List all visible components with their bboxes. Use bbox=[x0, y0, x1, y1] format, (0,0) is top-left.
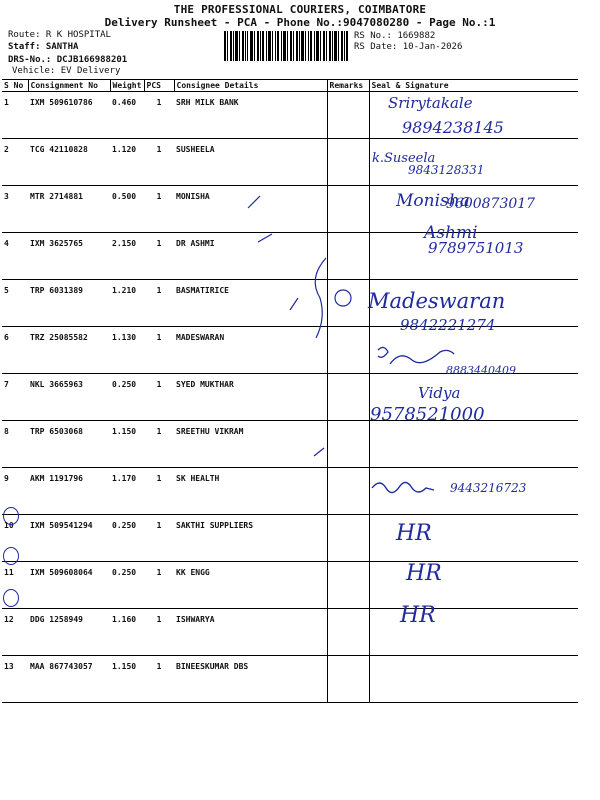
cell-sno: 11 bbox=[2, 562, 28, 609]
sig-4-phone: 9789751013 bbox=[428, 239, 524, 257]
cell-seal-signature bbox=[369, 280, 578, 327]
vehicle-label: Vehicle: EV Delivery bbox=[12, 66, 121, 76]
table-row bbox=[2, 468, 578, 515]
cell-consignment-no: TRP 6503068 bbox=[28, 421, 110, 468]
cell-consignee: SREETHU VIKRAM bbox=[174, 421, 327, 468]
cell-pcs: 1 bbox=[144, 468, 174, 515]
cell-pcs: 1 bbox=[144, 374, 174, 421]
sig-11-hr: HR bbox=[396, 521, 432, 546]
cell-seal-signature bbox=[369, 92, 578, 139]
table-row bbox=[2, 280, 578, 327]
cell-seal-signature bbox=[369, 139, 578, 186]
cell-seal-signature bbox=[369, 562, 578, 609]
cell-consignee: SAKTHI SUPPLIERS bbox=[174, 515, 327, 562]
cell-remarks bbox=[327, 609, 369, 656]
cell-sno: 5 bbox=[2, 280, 28, 327]
sig-2-name: k.Suseela bbox=[372, 151, 436, 166]
table-row bbox=[2, 327, 578, 374]
cell-sno: 9 bbox=[2, 468, 28, 515]
rs-number: RS No.: 1669882 bbox=[354, 31, 436, 41]
cell-remarks bbox=[327, 233, 369, 280]
drs-number: DRS-No.: DCJB166988201 bbox=[8, 55, 128, 65]
table-row bbox=[2, 92, 578, 139]
col-weight: Weight bbox=[110, 80, 144, 92]
cell-consignee: ISHWARYA bbox=[174, 609, 327, 656]
col-remarks: Remarks bbox=[327, 80, 369, 92]
cell-weight: 2.150 bbox=[110, 233, 144, 280]
sig-8-phone: 9578521000 bbox=[370, 404, 485, 425]
sig-13-hr: HR bbox=[400, 603, 436, 628]
cell-weight: 0.460 bbox=[110, 92, 144, 139]
sig-10-phone: 9443216723 bbox=[450, 481, 527, 495]
cell-remarks bbox=[327, 280, 369, 327]
cell-sno: 4 bbox=[2, 233, 28, 280]
cell-seal-signature bbox=[369, 374, 578, 421]
cell-pcs: 1 bbox=[144, 515, 174, 562]
cell-consignee: MONISHA bbox=[174, 186, 327, 233]
barcode-image bbox=[224, 31, 348, 61]
cell-sno: 13 bbox=[2, 656, 28, 703]
table-row bbox=[2, 139, 578, 186]
row-11-circle bbox=[3, 507, 19, 525]
cell-sno: 1 bbox=[2, 92, 28, 139]
cell-consignment-no: TCG 42110828 bbox=[28, 139, 110, 186]
cell-consignee: MADESWARAN bbox=[174, 327, 327, 374]
cell-sno: 12 bbox=[2, 609, 28, 656]
cell-seal-signature bbox=[369, 186, 578, 233]
cell-weight: 1.170 bbox=[110, 468, 144, 515]
sig-1-phone: 9894238145 bbox=[402, 118, 504, 137]
sig-6-name: Madeswaran bbox=[368, 289, 506, 313]
cell-pcs: 1 bbox=[144, 562, 174, 609]
sig-3-phone: 9600873017 bbox=[446, 196, 536, 212]
cell-consignee: SYED MUKTHAR bbox=[174, 374, 327, 421]
cell-consignment-no: IXM 509610786 bbox=[28, 92, 110, 139]
cell-seal-signature bbox=[369, 656, 578, 703]
cell-pcs: 1 bbox=[144, 233, 174, 280]
page-subtitle: Delivery Runsheet - PCA - Phone No.:9047080280 - Page No.:1 bbox=[104, 16, 496, 29]
cell-pcs: 1 bbox=[144, 421, 174, 468]
cell-pcs: 1 bbox=[144, 327, 174, 374]
cell-consignment-no: MAA 867743057 bbox=[28, 656, 110, 703]
cell-seal-signature bbox=[369, 468, 578, 515]
cell-pcs: 1 bbox=[144, 92, 174, 139]
cell-weight: 0.250 bbox=[110, 562, 144, 609]
sig-6-phone: 9842221274 bbox=[400, 316, 496, 334]
cell-remarks bbox=[327, 421, 369, 468]
cell-consignment-no: TRP 6031389 bbox=[28, 280, 110, 327]
cell-weight: 1.120 bbox=[110, 139, 144, 186]
cell-pcs: 1 bbox=[144, 609, 174, 656]
cell-sno: 10 bbox=[2, 515, 28, 562]
col-pcs: PCS bbox=[144, 80, 174, 92]
cell-weight: 0.250 bbox=[110, 374, 144, 421]
rs-date: RS Date: 10-Jan-2026 bbox=[354, 42, 463, 52]
cell-consignee: SRH MILK BANK bbox=[174, 92, 327, 139]
cell-consignment-no: MTR 2714881 bbox=[28, 186, 110, 233]
sig-1-name: Srirytakale bbox=[388, 94, 473, 112]
sig-4-name: Ashmi bbox=[424, 223, 478, 243]
cell-sno: 3 bbox=[2, 186, 28, 233]
col-sno: S No bbox=[2, 80, 28, 92]
cell-seal-signature bbox=[369, 515, 578, 562]
col-consignee: Consignee Details bbox=[174, 80, 327, 92]
cell-consignment-no: IXM 509608064 bbox=[28, 562, 110, 609]
route-label: Route: R K HOSPITAL bbox=[8, 30, 111, 40]
cell-remarks bbox=[327, 562, 369, 609]
cell-sno: 7 bbox=[2, 374, 28, 421]
runsheet-table bbox=[2, 79, 578, 703]
table-row bbox=[2, 421, 578, 468]
table-row bbox=[2, 233, 578, 280]
cell-sno: 8 bbox=[2, 421, 28, 468]
cell-consignee: DR ASHMI bbox=[174, 233, 327, 280]
sig-3-name: Monisha bbox=[396, 191, 470, 211]
cell-weight: 0.500 bbox=[110, 186, 144, 233]
cell-weight: 1.130 bbox=[110, 327, 144, 374]
cell-pcs: 1 bbox=[144, 139, 174, 186]
cell-consignee: BASMATIRICE bbox=[174, 280, 327, 327]
cell-consignee: SUSHEELA bbox=[174, 139, 327, 186]
cell-consignment-no: IXM 509541294 bbox=[28, 515, 110, 562]
cell-remarks bbox=[327, 139, 369, 186]
cell-sno: 2 bbox=[2, 139, 28, 186]
row-12-circle bbox=[3, 547, 19, 565]
cell-pcs: 1 bbox=[144, 656, 174, 703]
staff-label: Staff: SANTHA bbox=[8, 42, 79, 52]
col-consignment: Consignment No bbox=[28, 80, 110, 92]
cell-sno: 6 bbox=[2, 327, 28, 374]
cell-consignee: KK ENGG bbox=[174, 562, 327, 609]
cell-consignment-no: NKL 3665963 bbox=[28, 374, 110, 421]
table-header-row bbox=[2, 80, 578, 92]
cell-remarks bbox=[327, 327, 369, 374]
page-title: THE PROFESSIONAL COURIERS, COIMBATORE bbox=[173, 3, 427, 16]
cell-consignment-no: IXM 3625765 bbox=[28, 233, 110, 280]
sig-8-name: Vidya bbox=[418, 384, 461, 402]
cell-weight: 1.150 bbox=[110, 656, 144, 703]
cell-consignment-no: AKM 1191796 bbox=[28, 468, 110, 515]
cell-seal-signature bbox=[369, 233, 578, 280]
cell-consignment-no: DDG 1258949 bbox=[28, 609, 110, 656]
cell-seal-signature bbox=[369, 609, 578, 656]
table-row bbox=[2, 186, 578, 233]
table-row bbox=[2, 656, 578, 703]
cell-consignee: BINEESKUMAR DBS bbox=[174, 656, 327, 703]
cell-consignment-no: TRZ 25085582 bbox=[28, 327, 110, 374]
table-row bbox=[2, 562, 578, 609]
cell-seal-signature bbox=[369, 421, 578, 468]
cell-remarks bbox=[327, 92, 369, 139]
cell-weight: 1.210 bbox=[110, 280, 144, 327]
cell-remarks bbox=[327, 186, 369, 233]
col-seal-signature: Seal & Signature bbox=[369, 80, 578, 92]
cell-weight: 1.150 bbox=[110, 421, 144, 468]
table-row bbox=[2, 515, 578, 562]
cell-remarks bbox=[327, 468, 369, 515]
sig-12-hr: HR bbox=[406, 561, 442, 586]
cell-remarks bbox=[327, 515, 369, 562]
sig-2-phone: 9843128331 bbox=[408, 163, 485, 177]
sig-7-phone: 8883440409 bbox=[446, 364, 516, 377]
cell-weight: 0.250 bbox=[110, 515, 144, 562]
row-13-circle bbox=[3, 589, 19, 607]
table-row bbox=[2, 609, 578, 656]
cell-remarks bbox=[327, 656, 369, 703]
cell-weight: 1.160 bbox=[110, 609, 144, 656]
table-row bbox=[2, 374, 578, 421]
cell-remarks bbox=[327, 374, 369, 421]
cell-seal-signature bbox=[369, 327, 578, 374]
cell-pcs: 1 bbox=[144, 280, 174, 327]
cell-consignee: SK HEALTH bbox=[174, 468, 327, 515]
cell-pcs: 1 bbox=[144, 186, 174, 233]
